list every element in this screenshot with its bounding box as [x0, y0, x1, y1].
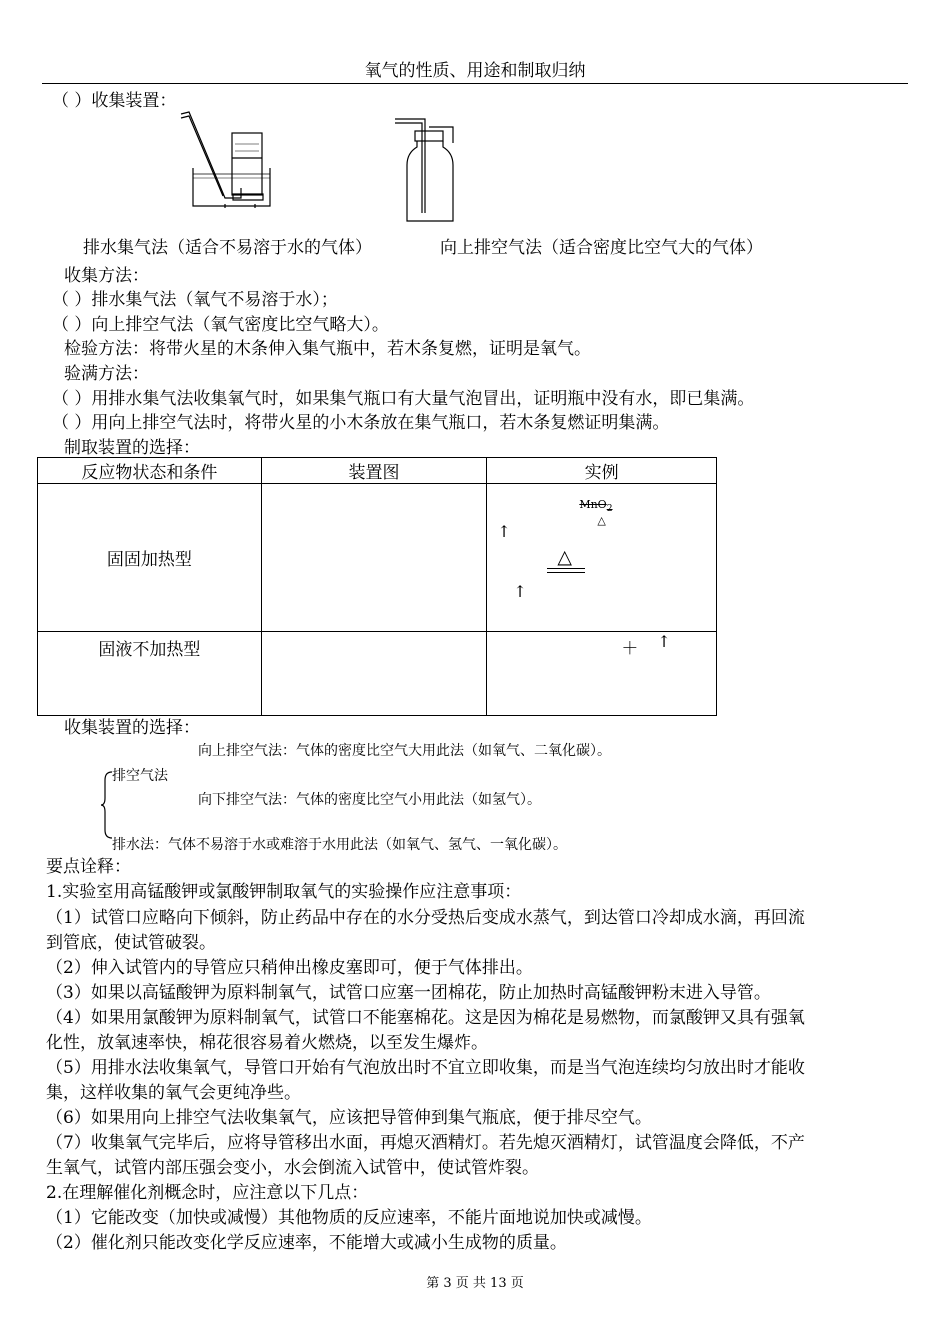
collect-selection-label: 收集装置的选择： [64, 718, 200, 738]
plus-sign: ＋ [621, 639, 639, 659]
air-collection-bottle-figure [395, 113, 465, 225]
gas-arrow-3: ↑ [657, 632, 671, 651]
notes-point-1-4-line-1: （4）如果用氯酸钾为原料制氧气，试管口不能塞棉花。这是因为棉花是易燃物，而氯酸钾又具有强氧 [46, 1008, 805, 1028]
grouping-brace [100, 770, 114, 840]
device-figure-cell [261, 484, 487, 632]
collect-method-item-1: （ ）排水集气法（氧气不易溶于水）； [52, 290, 338, 310]
device-figure-cell [261, 632, 487, 716]
mno2-catalyst-label: MnO$_2$ [579, 498, 613, 515]
gas-arrow-2: ↑ [513, 582, 527, 601]
collect-method-label: 收集方法： [64, 266, 149, 286]
notes-point-2-title: 2.在理解催化剂概念时，应注意以下几点： [46, 1183, 369, 1203]
water-method-rule: 排水法：气体不易溶于水或难溶于水用此法（如氧气、氢气、一氧化碳）。 [112, 837, 567, 853]
condition-solid-liquid-no-heat: 固液不加热型 [38, 632, 262, 716]
water-collection-apparatus-figure [175, 108, 275, 208]
device-selection-label: 制取装置的选择： [64, 438, 200, 458]
notes-point-1-1-line-1: （1）试管口应略向下倾斜，防止药品中存在的水分受热后变成水蒸气，到达管口冷却成水滴，再回流 [46, 908, 805, 928]
condition-solid-solid-heat: 固固加热型 [38, 484, 262, 632]
table-header-cell: 装置图 [261, 458, 487, 484]
up-air-method-rule: 向上排空气法：气体的密度比空气大用此法（如氧气、二氧化碳）。 [198, 743, 611, 759]
full-method-item-2: （ ）用向上排空气法时，将带火星的小木条放在集气瓶口，若木条复燃证明集满。 [52, 413, 670, 433]
device-selection-table [37, 457, 717, 716]
table-row [38, 632, 717, 716]
notes-point-1-7-line-1: （7）收集氧气完毕后，应将导管移出水面，再熄灭酒精灯。若先熄灭酒精灯，试管温度会降低，不产 [46, 1133, 805, 1153]
notes-point-1-4-line-2: 化性，放氧速率快，棉花很容易着火燃烧，以至发生爆炸。 [46, 1033, 488, 1053]
notes-point-1-3: （3）如果以高锰酸钾为原料制氧气，试管口应塞一团棉花，防止加热时高锰酸钾粉末进入导管。 [46, 983, 771, 1003]
air-method-label: 排空气法 [112, 768, 168, 784]
table-header-cell: 实例 [487, 458, 717, 484]
test-method: 检验方法：将带火星的木条伸入集气瓶中，若木条复燃，证明是氧气。 [64, 339, 591, 359]
collect-method-item-2: （ ）向上排空气法（氧气密度比空气略大）。 [52, 315, 389, 335]
notes-point-1-title: 1.实验室用高锰酸钾或氯酸钾制取氧气的实验操作应注意事项： [46, 882, 522, 902]
notes-point-1-5-line-1: （5）用排水法收集氧气，导管口开始有气泡放出时不宜立即收集，而是当气泡连续均匀放出时才能收 [46, 1058, 805, 1078]
notes-title: 要点诠释： [46, 857, 131, 877]
heat-symbol-small: △ [597, 514, 606, 527]
notes-point-1-6: （6）如果用向上排空气法收集氧气，应该把导管伸到集气瓶底，便于排尽空气。 [46, 1108, 652, 1128]
down-air-method-rule: 向下排空气法：气体的密度比空气小用此法（如氢气）。 [198, 792, 541, 808]
table-header-row [38, 458, 717, 484]
collect-device-label: （ ）收集装置： [52, 91, 177, 111]
example-cell-2 [487, 632, 717, 716]
page-number-footer: 第 3 页 共 13 页 [426, 1276, 524, 1291]
notes-point-1-1-line-2: 到管底，使试管破裂。 [46, 933, 216, 953]
notes-point-2-2: （2）催化剂只能改变化学反应速率，不能增大或减小生成物的质量。 [46, 1233, 567, 1253]
example-cell-1 [487, 484, 717, 632]
caption-water-method: 排水集气法（适合不易溶于水的气体） [83, 238, 372, 258]
notes-point-1-2: （2）伸入试管内的导管应只稍伸出橡皮塞即可，便于气体排出。 [46, 958, 533, 978]
notes-point-1-5-line-2: 集，这样收集的氧气会更纯净些。 [46, 1083, 301, 1103]
full-method-label: 验满方法： [64, 364, 149, 384]
table-row [38, 484, 717, 632]
page-header-title: 氧气的性质、用途和制取归纳 [364, 61, 586, 81]
gas-arrow-1: ↑ [497, 522, 511, 541]
caption-air-method: 向上排空气法（适合密度比空气大的气体） [440, 238, 763, 258]
heat-symbol-large: △ [557, 546, 572, 568]
notes-point-2-1: （1）它能改变（加快或减慢）其他物质的反应速率，不能片面地说加快或减慢。 [46, 1208, 652, 1228]
reaction-condition-rule [547, 568, 585, 573]
notes-point-1-7-line-2: 生氧气，试管内部压强会变小，水会倒流入试管中，使试管炸裂。 [46, 1158, 539, 1178]
full-method-item-1: （ ）用排水集气法收集氧气时，如果集气瓶口有大量气泡冒出，证明瓶中没有水，即已集满。 [52, 389, 755, 409]
header-rule [42, 83, 908, 84]
table-header-cell: 反应物状态和条件 [38, 458, 262, 484]
